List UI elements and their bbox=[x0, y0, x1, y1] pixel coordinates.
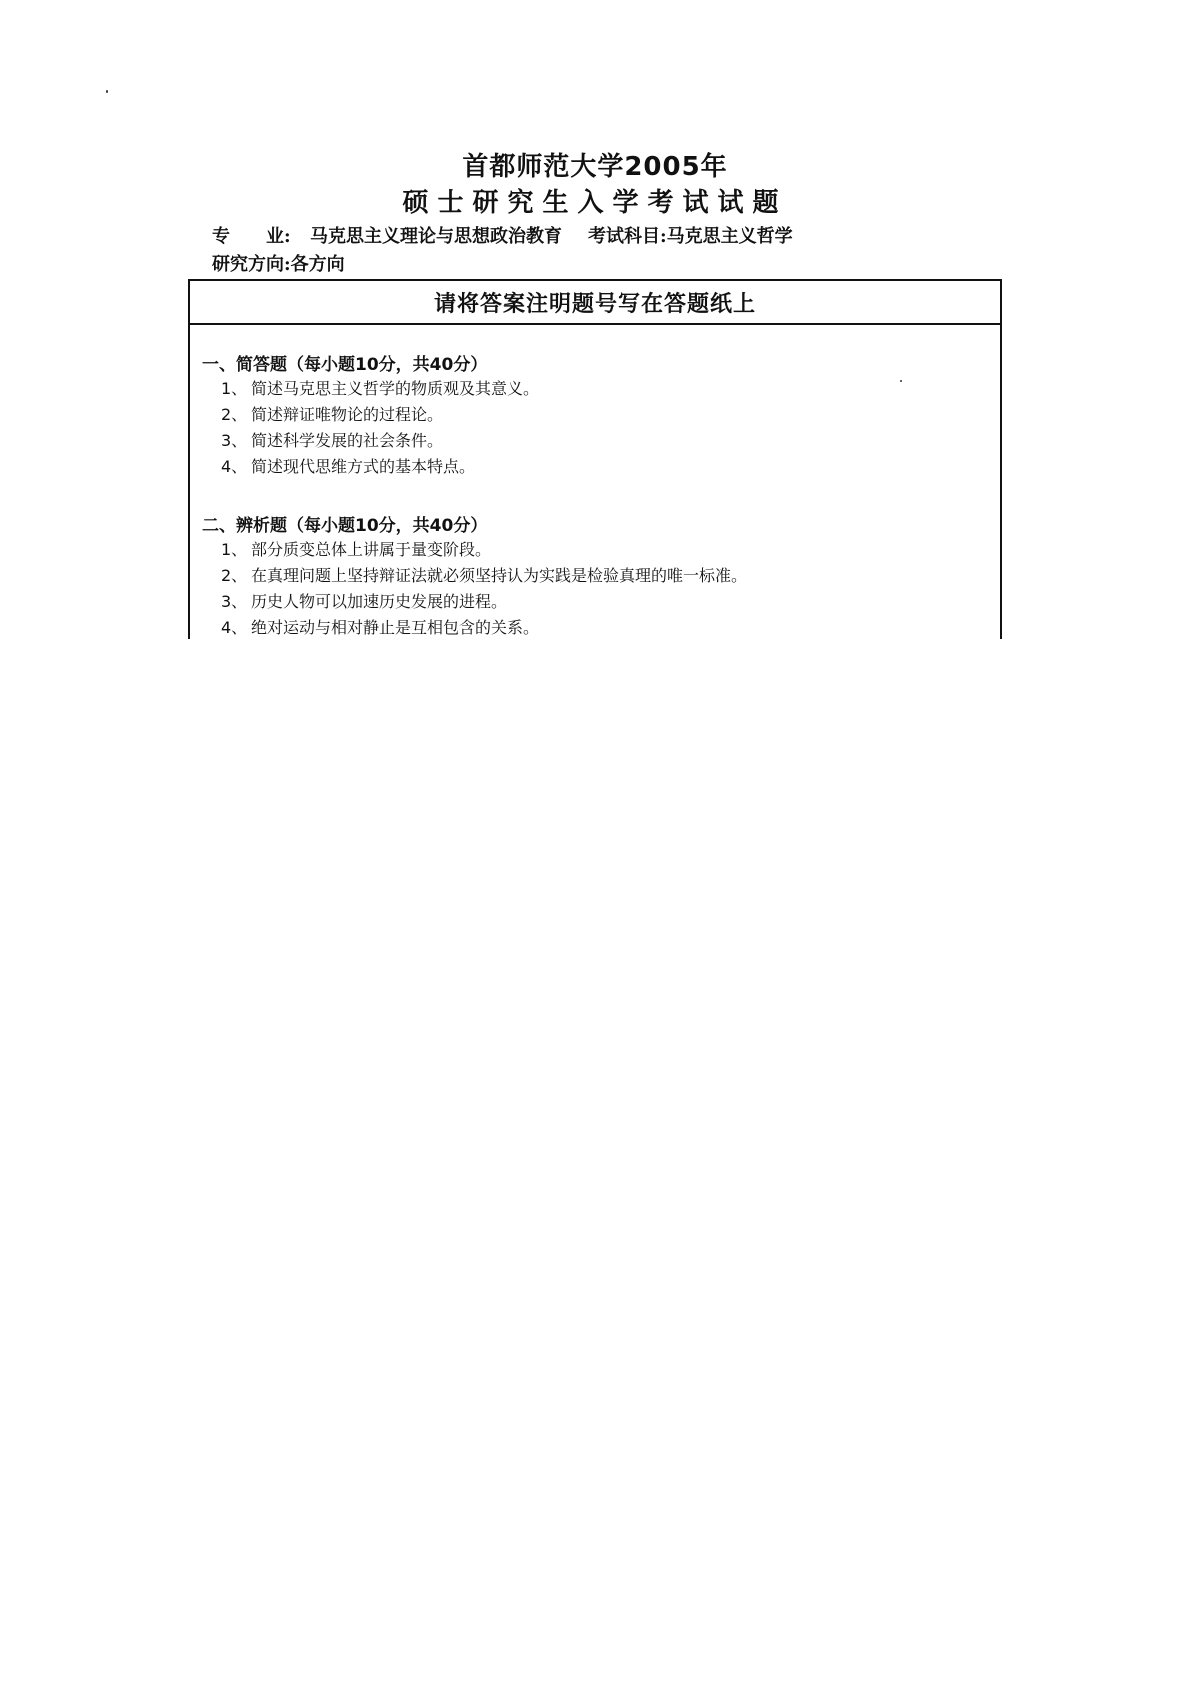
major-label: 专 业: bbox=[212, 226, 291, 247]
question-item bbox=[221, 454, 475, 477]
question-number: 2、 bbox=[221, 566, 248, 585]
question-text: 历史人物可以加速历史发展的进程。 bbox=[251, 592, 508, 611]
question-text: 简述马克思主义哲学的物质观及其意义。 bbox=[251, 379, 540, 398]
scan-speck bbox=[106, 90, 108, 93]
question-text: 简述现代思维方式的基本特点。 bbox=[251, 457, 476, 476]
question-number: 3、 bbox=[221, 592, 248, 611]
meta-row-major-subject bbox=[212, 222, 793, 248]
section-heading-analysis: 二、辨析题（每小题10分，共40分） bbox=[202, 516, 488, 536]
question-item bbox=[221, 376, 539, 399]
question-number: 4、 bbox=[221, 618, 248, 637]
question-number: 2、 bbox=[221, 405, 248, 424]
question-box bbox=[188, 279, 1002, 639]
question-number: 3、 bbox=[221, 431, 248, 450]
question-item bbox=[221, 537, 491, 560]
question-item bbox=[221, 402, 443, 425]
question-text: 简述辩证唯物论的过程论。 bbox=[251, 405, 444, 424]
subject-value: 马克思主义哲学 bbox=[666, 226, 793, 247]
question-number: 1、 bbox=[221, 540, 248, 559]
exam-title-main: 硕士研究生入学考试试题 bbox=[402, 188, 788, 218]
question-item bbox=[221, 615, 539, 638]
question-text: 部分质变总体上讲属于量变阶段。 bbox=[251, 540, 492, 559]
notice-divider bbox=[190, 323, 1000, 325]
major-value: 马克思主义理论与思想政治教育 bbox=[310, 226, 562, 247]
question-text: 在真理问题上坚持辩证法就必须坚持认为实践是检验真理的唯一标准。 bbox=[251, 566, 748, 585]
section-heading-short-answer: 一、简答题（每小题10分，共40分） bbox=[202, 355, 488, 375]
question-text: 简述科学发展的社会条件。 bbox=[251, 431, 444, 450]
answer-sheet-notice: 请将答案注明题号写在答题纸上 bbox=[433, 291, 756, 317]
question-item bbox=[221, 428, 443, 451]
subject-label: 考试科目: bbox=[588, 226, 667, 247]
question-text: 绝对运动与相对静止是互相包含的关系。 bbox=[251, 618, 540, 637]
question-number: 1、 bbox=[221, 379, 248, 398]
meta-row-direction bbox=[212, 250, 345, 276]
question-number: 4、 bbox=[221, 457, 248, 476]
direction-value: 各方向 bbox=[290, 254, 345, 275]
question-item bbox=[221, 589, 507, 612]
direction-label: 研究方向: bbox=[212, 254, 291, 275]
exam-title-university: 首都师范大学2005年 bbox=[462, 152, 728, 182]
question-item bbox=[221, 563, 747, 586]
